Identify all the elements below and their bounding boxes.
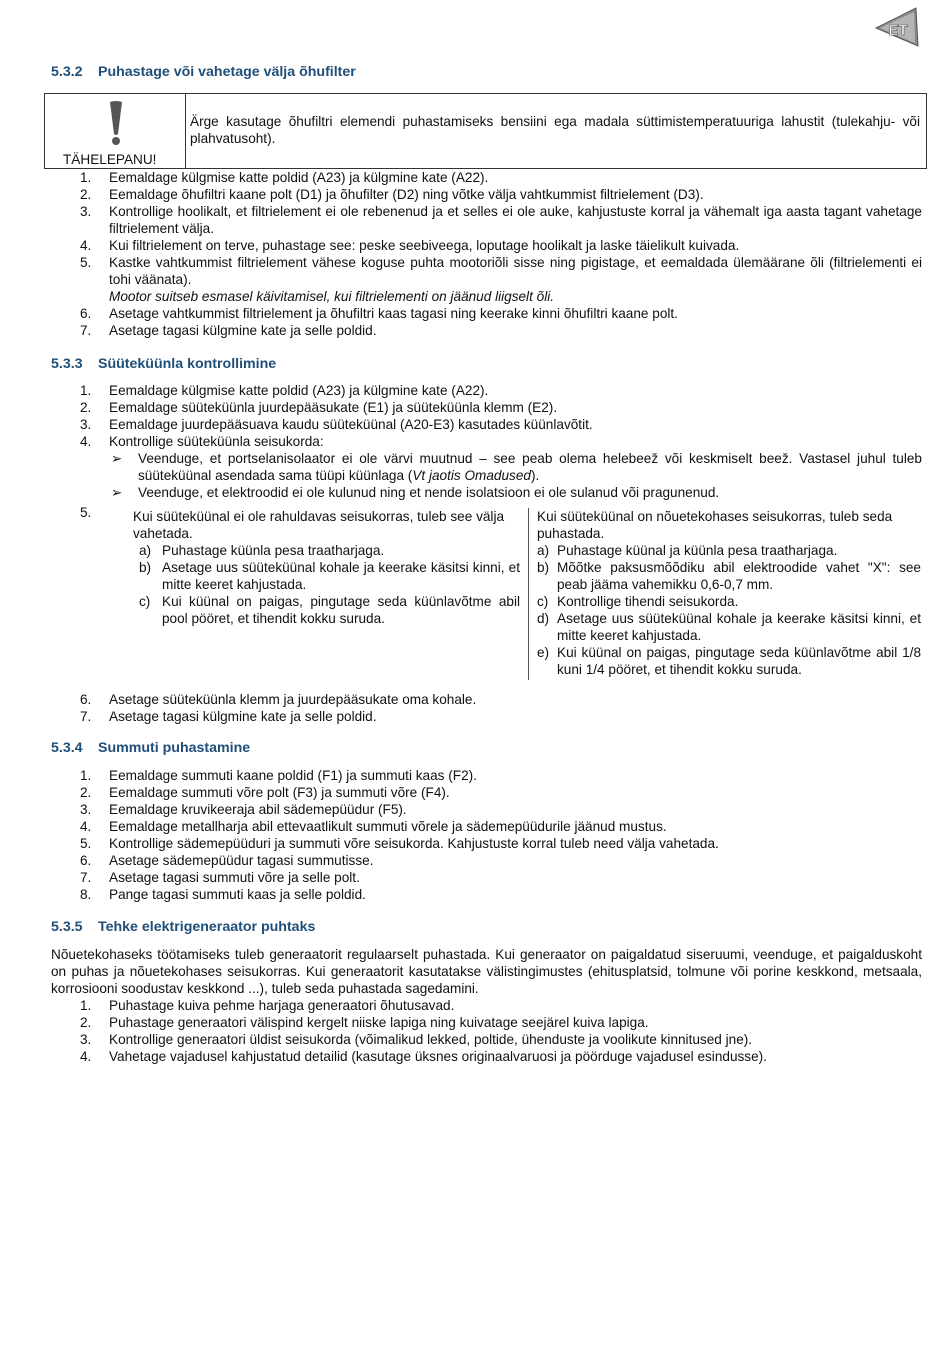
item-text: Asetage süüteküünla klemm ja juurdepääsukate oma kohale.	[109, 692, 477, 707]
item-text: Kui filtrielement on terve, puhastage see: peske seebiveega, loputage hoolikalt ja laske täielikult kuivada.	[109, 238, 740, 253]
column-replace	[133, 508, 520, 627]
exclamation-icon	[105, 100, 127, 146]
spark-plug-condition-columns	[133, 508, 923, 680]
item-text: Asetage tagasi summuti võre ja selle polt.	[109, 870, 360, 885]
list-item	[537, 593, 921, 610]
item-text: Eemaldage metallharja abil ettevaatlikult summuti võrele ja sädemepüüdurile jäänud mustus.	[109, 819, 667, 834]
language-badge-label: ET	[888, 22, 908, 39]
steps-5-3-3	[80, 382, 922, 501]
warning-label: TÄHELEPANU!	[63, 152, 157, 167]
list-item	[133, 559, 520, 593]
item-text: Eemaldage summuti võre polt (F3) ja summuti võre (F4).	[109, 785, 450, 800]
item-number: 2.	[80, 187, 92, 202]
bullet-text-end: ).	[530, 468, 540, 483]
list-item	[80, 305, 922, 322]
section-heading-5-3-3	[51, 356, 276, 373]
item-number: 2.	[80, 1015, 92, 1030]
steps-5-3-4	[80, 767, 922, 903]
list-item	[80, 997, 922, 1014]
list-item	[80, 708, 922, 725]
item-text: Eemaldage kruvikeeraja abil sädemepüüdur (F5).	[109, 802, 407, 817]
steps-5-3-3-end	[80, 691, 922, 725]
section-heading-5-3-4	[51, 740, 250, 757]
arrow-bullet-icon: ➢	[111, 485, 123, 500]
section-title: Süüteküünla kontrollimine	[98, 356, 277, 372]
list-item	[537, 644, 921, 678]
item-text: Puhastage küünal ja küünla pesa traatharjaga.	[557, 543, 838, 558]
item-text: Eemaldage juurdepääsuava kaudu süüteküünal (A20-E3) kasutades küünlavõtit.	[109, 417, 593, 432]
item-text: Puhastage küünla pesa traatharjaga.	[162, 543, 385, 558]
item-letter: a)	[139, 543, 152, 558]
item-number: 3.	[80, 204, 92, 219]
item-number: 2.	[80, 400, 92, 415]
item-number: 3.	[80, 802, 92, 817]
list-item	[80, 237, 922, 254]
list-item	[80, 399, 922, 416]
list-item	[537, 610, 921, 644]
item-number: 5.	[80, 836, 92, 851]
list-item	[80, 433, 922, 501]
list-item	[80, 767, 922, 784]
item-number: 5.	[80, 255, 92, 270]
list-item	[80, 1048, 922, 1065]
item-text: Eemaldage külgmise katte poldid (A23) ja külgmine kate (A22).	[109, 383, 489, 398]
item-number: 1.	[80, 383, 92, 398]
item-number: 8.	[80, 887, 92, 902]
list-item	[133, 593, 520, 627]
item-text: Asetage tagasi külgmine kate ja selle poldid.	[109, 323, 377, 338]
item-number: 4.	[80, 819, 92, 834]
section-number: 5.3.4	[51, 740, 83, 756]
bullet-item	[109, 484, 922, 501]
section-heading-5-3-2	[51, 64, 356, 81]
list-item	[80, 169, 922, 186]
item-number: 4.	[80, 1049, 92, 1064]
item-text: Kontrollige sädemepüüduri ja summuti võre seisukorda. Kahjustuste korral tuleb need välja vahetada.	[109, 836, 719, 851]
column-intro: Kui süüteküünal on nõuetekohases seisukorras, tuleb seda puhastada.	[537, 509, 893, 541]
steps-5-3-5	[80, 997, 922, 1065]
list-item	[537, 542, 921, 559]
item-number: 6.	[80, 853, 92, 868]
item-text: Pange tagasi summuti kaas ja selle poldid.	[109, 887, 366, 902]
item-text: Puhastage generaatori välispind kergelt niiske lapiga ning kuivatage seejärel kuiva lapiga.	[109, 1015, 649, 1030]
section-title: Summuti puhastamine	[98, 740, 251, 756]
item-number: 7.	[80, 709, 92, 724]
bullet-reference: Vt jaotis Omadused	[412, 468, 531, 483]
item-text: Kontrollige tihendi seisukorda.	[557, 594, 739, 609]
item-letter: e)	[537, 645, 550, 660]
item-number: 1.	[80, 998, 92, 1013]
item-text: Asetage uus süüteküünal kohale ja keerake käsitsi kinni, et mitte keeret kahjustada.	[557, 611, 921, 643]
item-text: Asetage vahtkummist filtrielement ja õhufiltri kaas tagasi ning keerake kinni õhufiltri kaane polt.	[109, 306, 678, 321]
item-letter: d)	[537, 611, 550, 626]
item-number: 1.	[80, 170, 92, 185]
check-bullets	[109, 450, 922, 501]
item-text: Kastke vahtkummist filtrielement vähese koguse puhta mootoriõli sisse ning pigistage, et eemaldada ülemäärane õli (filtrielementi ei tohi väänata).	[109, 255, 922, 287]
list-item	[80, 322, 922, 339]
list-item	[80, 416, 922, 433]
item-text: Kontrollige generaatori üldist seisukorda (võimalikud lekked, poltide, ühenduste ja voolikute kinnitused jne).	[109, 1032, 753, 1047]
item-text: Asetage sädemepüüdur tagasi summutisse.	[109, 853, 374, 868]
item-number: 3.	[80, 1032, 92, 1047]
item-text: Asetage uus süüteküünal kohale ja keerake käsitsi kinni, et mitte keeret kahjustada.	[162, 560, 520, 592]
list-item	[80, 203, 922, 237]
item-text: Kui küünal on paigas, pingutage seda küünlavõtme abil pool pööret, et tihendit kokku suruda.	[162, 594, 520, 626]
list-item	[80, 254, 922, 305]
item-number: 7.	[80, 870, 92, 885]
item-note: Mootor suitseb esmasel käivitamisel, kui filtrielementi on jäänud liigselt õli.	[109, 289, 555, 304]
warning-box	[44, 93, 927, 169]
item-number: 2.	[80, 785, 92, 800]
item-text: Kontrollige süüteküünla seisukorda:	[109, 434, 324, 449]
list-item	[80, 818, 922, 835]
list-item	[80, 852, 922, 869]
item-text: Kui küünal on paigas, pingutage seda küünlavõtme abil 1/8 kuni 1/4 pööret, et tihendit kokku suruda.	[557, 645, 921, 677]
list-item	[80, 869, 922, 886]
section-heading-5-3-5	[51, 919, 315, 936]
list-item	[80, 1031, 922, 1048]
warning-icon-cell	[45, 94, 186, 168]
item-letter: a)	[537, 543, 550, 558]
item-text: Puhastage kuiva pehme harjaga generaatori õhutusavad.	[109, 998, 455, 1013]
item-text: Eemaldage õhufiltri kaane polt (D1) ja õhufilter (D2) ning võtke välja vahtkummist filtrielement (D3).	[109, 187, 704, 202]
item-number: 3.	[80, 417, 92, 432]
item-number: 4.	[80, 434, 92, 449]
section-number: 5.3.3	[51, 356, 83, 372]
list-item	[133, 542, 520, 559]
list-item	[80, 382, 922, 399]
section-intro-paragraph: Nõuetekohaseks töötamiseks tuleb generaatorit regulaarselt puhastada. Kui generaator on paigaldatud siseruumi, veenduge, et paigalduskoht on puhas ja nõuetekohases seisukorras. Kui generaatorit kasutatakse välistingimustes (ehitusplatsid, tolmune või porine keskkond, metsaala, korrosiooni soodustav keskkond ...), tuleb seda puhastada sagedamini.	[51, 947, 922, 996]
list-item	[80, 784, 922, 801]
list-item	[80, 186, 922, 203]
bullet-text: Veenduge, et elektroodid ei ole kulunud ning et nende isolatsioon ei ole sulanud või pragunenud.	[138, 485, 720, 500]
arrow-bullet-icon: ➢	[111, 451, 123, 466]
item-number: 1.	[80, 768, 92, 783]
item-text: Mõõtke paksusmõõdiku abil elektroodide vahet "X": see peab jääma vahemikku 0,6-0,7 mm.	[557, 560, 921, 592]
list-item	[80, 691, 922, 708]
bullet-item	[109, 450, 922, 484]
step-5-number: 5.	[80, 505, 92, 520]
item-letter: c)	[537, 594, 549, 609]
list-item	[537, 559, 921, 593]
section-title: Tehke elektrigeneraator puhtaks	[98, 919, 316, 935]
bullet-text: Veenduge, et portselanisolaator ei ole värvi muutnud – see peab olema helebeež või keskmiselt beež. Vastasel juhul tuleb süüteküünal asendada sama tüüpi küünlaga (	[138, 451, 922, 483]
item-number: 6.	[80, 306, 92, 321]
item-text: Asetage tagasi külgmine kate ja selle poldid.	[109, 709, 377, 724]
item-number: 6.	[80, 692, 92, 707]
section-number: 5.3.5	[51, 919, 83, 935]
section-title: Puhastage või vahetage välja õhufilter	[98, 64, 356, 80]
column-clean	[528, 508, 921, 680]
item-letter: b)	[537, 560, 550, 575]
item-text: Eemaldage summuti kaane poldid (F1) ja summuti kaas (F2).	[109, 768, 477, 783]
item-text: Kontrollige hoolikalt, et filtrielement ei ole rebenenud ja et selles ei ole auke, kahjustuste korral ja vähemalt iga aasta tagant vahetage filtrielement välja.	[109, 204, 922, 236]
list-item	[80, 886, 922, 903]
item-number: 7.	[80, 323, 92, 338]
item-text: Eemaldage süüteküünla juurdepääsukate (E1) ja süüteküünla klemm (E2).	[109, 400, 558, 415]
warning-text: Ärge kasutage õhufiltri elemendi puhastamiseks bensiini ega madala süttimistemperatuuriga lahustit (tulekahju- või plahvatusoht).	[190, 114, 920, 146]
item-text: Eemaldage külgmise katte poldid (A23) ja külgmine kate (A22).	[109, 170, 489, 185]
list-item	[80, 1014, 922, 1031]
column-intro: Kui süüteküünal ei ole rahuldavas seisukorras, tuleb see välja vahetada.	[133, 509, 505, 541]
item-number: 4.	[80, 238, 92, 253]
item-letter: b)	[139, 560, 152, 575]
list-item	[80, 801, 922, 818]
list-item	[80, 835, 922, 852]
language-badge-et	[872, 6, 922, 50]
section-number: 5.3.2	[51, 64, 83, 80]
steps-5-3-2	[80, 169, 922, 339]
item-text: Vahetage vajadusel kahjustatud detailid (kasutage üksnes originaalvaruosi ja pöörduge vajadusel esindusse).	[109, 1049, 767, 1064]
item-letter: c)	[139, 594, 151, 609]
